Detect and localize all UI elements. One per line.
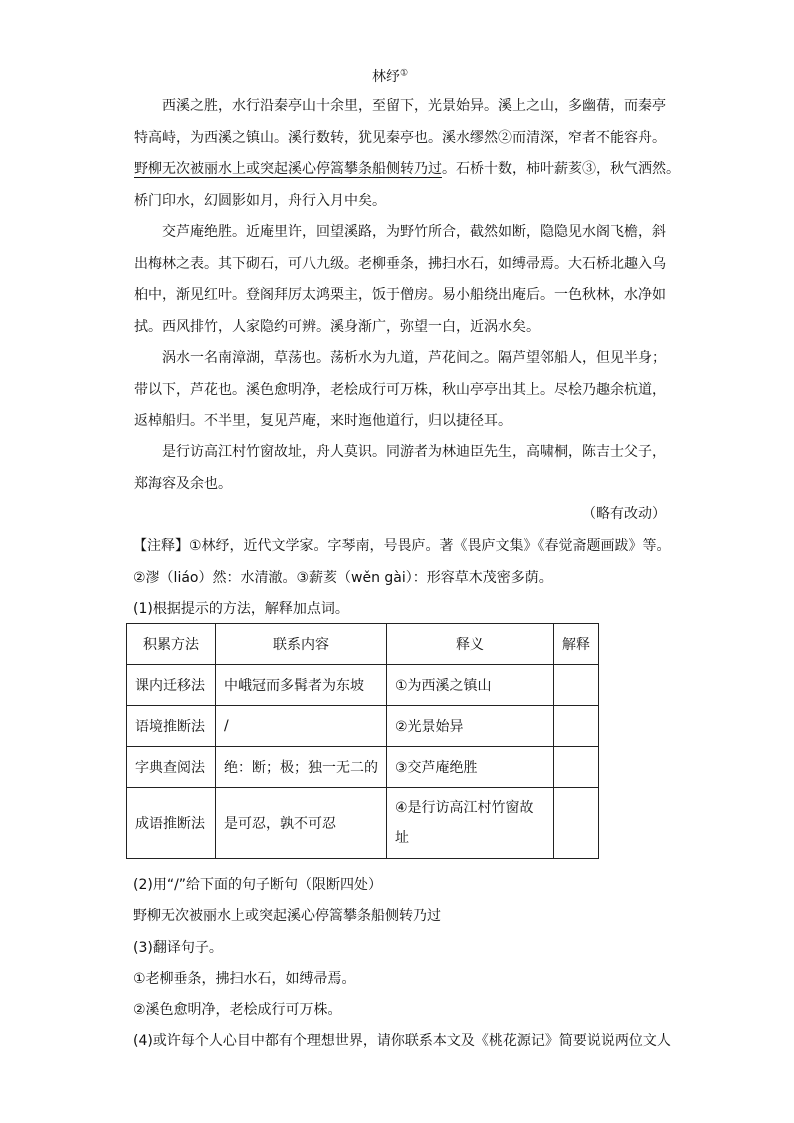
revision-note: （略有改动） [582,506,666,522]
table-row [127,788,599,859]
underlined-sentence: 野柳无次被丽水上或突起溪心停篙攀条船侧转乃过 [134,161,442,177]
text-line: 野柳无次被丽水上或突起溪心停篙攀条船侧转乃过。石桥十数，柿叶薪荄③，秋气洒然。 [134,161,680,177]
text-line: 桥门印水，幻圆影如月，舟行入月中矣。 [134,192,386,209]
paragraph-1 [134,91,680,217]
table-cell: 成语推断法 [127,788,216,859]
text-line: 带以下，芦花也。溪色愈明净，老桧成行可万株，秋山亭亭出其上。尽桧乃趣余杭道， [134,381,666,398]
paragraph-2 [134,217,664,343]
question-2: (2)用“/”给下面的句子断句（限断四处） [133,877,383,893]
question-3-item-1: ①老柳垂条，拂扫水石，如缚帚焉。 [133,971,356,987]
question-1: (1)根据提示的方法，解释加点词。 [133,601,349,617]
table-cell: ②光景始异 [387,706,554,747]
author-name: 林纾① [372,68,409,85]
question-4: (4)或许每个人心目中都有个理想世界，请你联系本文及《桃花源记》简要说说两位文人 [133,1033,671,1049]
annotation-line-1: 【注释】①林纾，近代文学家。字琴南，号畏庐。著《畏庐文集》《春觉斋题画跋》等。 [133,538,671,554]
table-row [127,706,599,747]
footnote-mark: ① [400,68,409,79]
table-cell: ④是行访高江村竹窗故址 [387,788,554,859]
question-3-item-2: ②溪色愈明净，老桧成行可万株。 [133,1002,342,1018]
table-cell: 是可忍，孰不可忍 [216,788,387,859]
table-row [127,747,599,788]
text-line: 涡水一名南漳湖，草荡也。荡析水为九道，芦花间之。隔芦望邻船人，但见半身； [162,350,666,366]
table-header-row [127,624,599,665]
table-cell: ③交芦庵绝胜 [387,747,554,788]
text-line: 交芦庵绝胜。近庵里许，回望溪路，为野竹所合，截然如断，隐隐见水阁飞檐，斜 [162,224,666,240]
table-cell: 语境推断法 [127,706,216,747]
paragraph-3 [134,343,664,438]
header-cell: 解释 [554,624,599,665]
paragraph-4 [134,437,664,500]
answer-cell[interactable] [554,665,599,706]
table-row [127,665,599,706]
table-cell: ①为西溪之镇山 [387,665,554,706]
table-cell: 课内迁移法 [127,665,216,706]
table-cell: 绝：断；极；独一无二的 [216,747,387,788]
answer-cell[interactable] [554,747,599,788]
header-cell: 积累方法 [127,624,216,665]
header-cell: 联系内容 [216,624,387,665]
method-table [126,623,599,859]
header-cell: 释义 [387,624,554,665]
question-2-sentence: 野柳无次被丽水上或突起溪心停篙攀条船侧转乃过 [133,908,441,924]
answer-cell[interactable] [554,706,599,747]
text-line: 是行访高江村竹窗故址，舟人莫识。同游者为林迪臣先生，高啸桐，陈吉士父子， [162,444,666,460]
text-line: 拭。西风排竹，人家隐约可辨。溪身渐广，弥望一白，近涡水矣。 [134,318,540,335]
text-line: 返棹船归。不半里，复见芦庵，来时迤他道行，归以捷径耳。 [134,413,512,429]
text-line: 特高峙，为西溪之镇山。溪行数转，犹见秦亭也。溪水缪然②而清深，窄者不能容舟。 [134,129,666,146]
answer-cell[interactable] [554,788,599,859]
text-line: 西溪之胜，水行沿秦亭山十余里，至留下，光景始异。溪上之山，多幽蒨，而秦亭 [162,98,666,114]
table-cell: 字典查阅法 [127,747,216,788]
text-line: 桕中，渐见红叶。登阁拜厉太鸿栗主，饭于僧房。易小船绕出庵后。一色秋林，水净如 [134,287,666,303]
table-cell: 中峨冠而多髯者为东坡 [216,665,387,706]
question-3: (3)翻译句子。 [133,940,223,956]
text-line: 郑海容及余也。 [134,475,232,492]
text-line: 出梅林之表。其下砌石，可八九级。老柳垂条，拂扫水石，如缚帚焉。大石桥北趣入乌 [134,255,666,272]
annotation-line-2: ②漻（liáo）然：水清澈。③薪荄（wěn gài）：形容草木茂密多荫。 [133,570,553,586]
table-cell: / [216,706,387,747]
